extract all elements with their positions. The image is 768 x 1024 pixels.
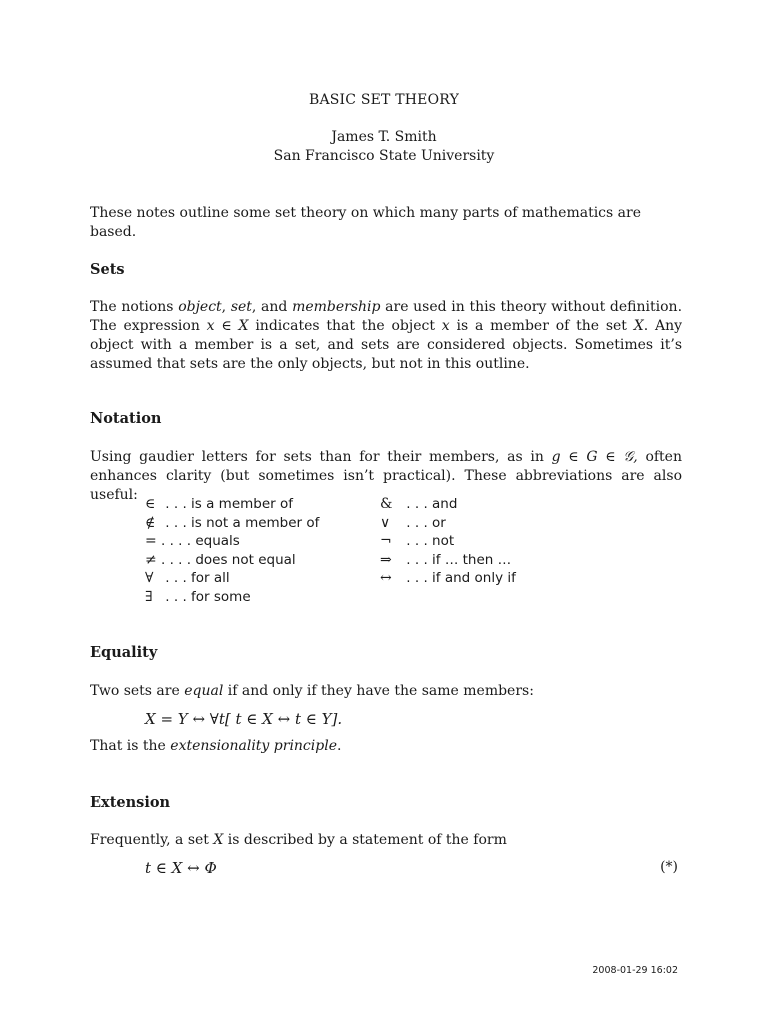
notation-meaning: . . . or — [402, 514, 446, 531]
notation-table-left — [145, 495, 319, 606]
section-heading-equality: Equality — [90, 644, 158, 661]
text-span: , — [221, 299, 231, 315]
author-name: James T. Smith — [331, 129, 437, 145]
symbol-and: & — [380, 496, 393, 512]
term-object: object — [178, 299, 222, 315]
text-span: Two sets are — [90, 683, 185, 699]
symbol-exists: ∃ — [145, 588, 153, 605]
extension-formula: t ∈ X ↔ Φ — [145, 859, 217, 877]
notation-table-right — [380, 495, 516, 588]
notation-meaning: . . . is not a member of — [161, 514, 320, 531]
notation-row — [145, 514, 319, 533]
symbol-element-of: ∈ — [145, 496, 156, 512]
notation-meaning: . . . for some — [161, 588, 251, 605]
text-span: Using gaudier letters for sets than for their members, as in — [90, 449, 552, 465]
symbol-or: ∨ — [380, 514, 391, 531]
intro-text: These notes outline some set theory on which many parts of mathematics are based. — [90, 205, 641, 240]
text-span: . Any object with a member is a set, and sets are considered objects. Sometimes it’s assumed that sets are the only objects, but not in this outline. — [90, 318, 682, 372]
text-span: are used in this theory without definition. The expression — [90, 299, 683, 334]
notation-meaning: . . . . equals — [161, 533, 240, 549]
section-heading-notation: Notation — [90, 410, 162, 427]
text-span: . — [336, 738, 342, 754]
section-heading-sets: Sets — [90, 261, 125, 278]
notation-row — [380, 569, 516, 588]
math-expression: x ∈ X — [206, 318, 249, 334]
notation-meaning: . . . for all — [161, 570, 230, 586]
footer-timestamp: 2008-01-29 16:02 — [592, 965, 678, 976]
symbol-not: ¬ — [380, 533, 392, 549]
sets-paragraph — [90, 298, 682, 374]
text-span: , and — [251, 299, 293, 315]
notation-row — [145, 588, 319, 607]
symbol-for-all: ∀ — [145, 570, 154, 586]
notation-meaning: . . . not — [402, 533, 455, 549]
author-affiliation: San Francisco State University — [273, 148, 495, 164]
notation-row — [145, 495, 319, 514]
term-membership: membership — [292, 299, 381, 315]
term-equal: equal — [184, 683, 224, 699]
intro-paragraph — [90, 204, 680, 242]
symbol-not-equal: ≠ — [145, 551, 157, 568]
notation-meaning: . . . and — [402, 496, 458, 512]
math-variable: X — [213, 832, 224, 848]
text-span: if and only if they have the same members: — [223, 683, 534, 699]
symbol-implies: ⇒ — [380, 551, 392, 568]
notation-row — [145, 569, 319, 588]
notation-meaning: . . . . does not equal — [161, 551, 296, 568]
equality-paragraph-2 — [90, 737, 682, 756]
notation-row — [145, 551, 319, 570]
text-span: That is the — [90, 738, 171, 754]
section-heading-extension: Extension — [90, 794, 171, 811]
notation-row — [380, 495, 516, 514]
math-variable: X — [633, 318, 644, 334]
text-span: often enhances clarity (but sometimes isn’t practical). These abbreviations are also useful: — [90, 449, 682, 503]
document-title: BASIC SET THEORY — [308, 92, 460, 108]
notation-meaning: . . . if and only if — [402, 570, 516, 586]
term-extensionality-principle: extensionality principle — [170, 738, 337, 754]
term-set: set — [230, 299, 252, 315]
notation-meaning: . . . is a member of — [161, 496, 294, 512]
symbol-not-element-of: ∉ — [145, 514, 156, 531]
notation-row — [380, 532, 516, 551]
symbol-iff: ↔ — [380, 570, 392, 586]
text-span: The notions — [90, 299, 179, 315]
extension-paragraph — [90, 831, 682, 850]
notation-row — [145, 532, 319, 551]
text-span: indicates that the object — [248, 318, 442, 334]
math-variable: x — [441, 318, 450, 334]
text-span: is a member of the set — [449, 318, 634, 334]
equation-tag: (*) — [660, 859, 678, 875]
text-span: Frequently, a set — [90, 832, 214, 848]
notation-row — [380, 551, 516, 570]
symbol-equals: = — [145, 533, 157, 549]
text-span: is described by a statement of the form — [223, 832, 507, 848]
extensionality-formula: X = Y ↔ ∀t[ t ∈ X ↔ t ∈ Y]. — [145, 710, 343, 728]
notation-row — [380, 514, 516, 533]
equality-paragraph — [90, 682, 682, 701]
math-expression: g ∈ G ∈ 𝒢, — [551, 449, 638, 465]
notation-meaning: . . . if … then … — [402, 551, 512, 568]
